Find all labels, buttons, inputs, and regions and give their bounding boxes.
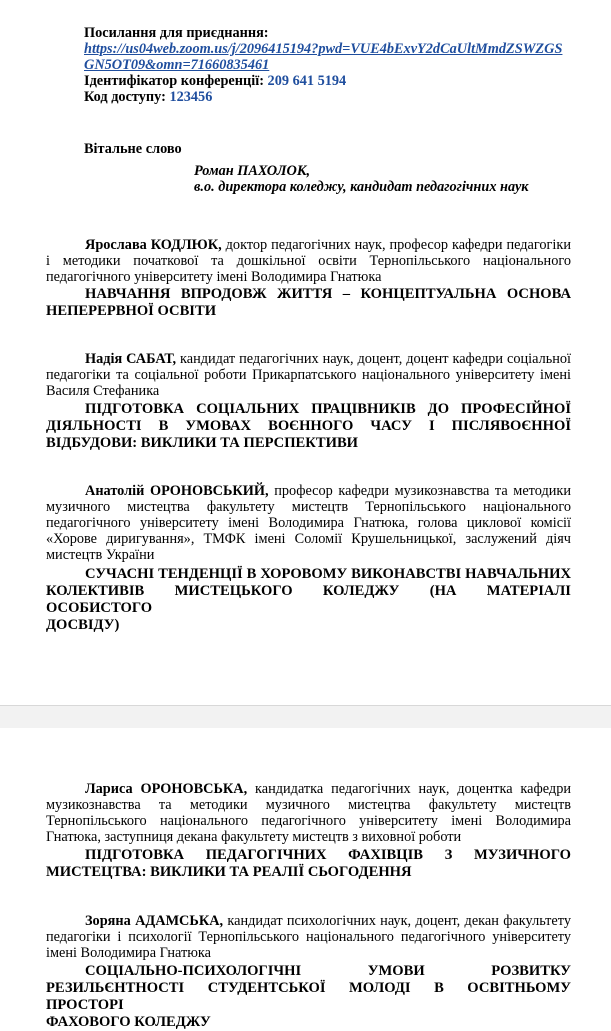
talk-3-speaker-name: Анатолій ОРОНОВСЬКИЙ, — [85, 483, 269, 499]
talk-4-speaker-name: Лариса ОРОНОВСЬКА, — [85, 781, 248, 797]
welcome-speaker-role: в.о. директора коледжу, кандидат педагогічних наук — [194, 179, 529, 195]
talk-3-bio-line: «Хорове диригування», ТМФК імені Соломії Крушельницької, заслужений діяч — [46, 531, 571, 547]
talk-3-title-line: ДОСВІДУ) — [46, 617, 120, 633]
talk-1-title-line: НАВЧАННЯ ВПРОДОВЖ ЖИТТЯ – КОНЦЕПТУАЛЬНА ОСНОВА — [85, 286, 571, 302]
talk-3-title-line: СУЧАСНІ ТЕНДЕНЦІЇ В ХОРОВОМУ ВИКОНАВСТВІ НАВЧАЛЬНИХ — [85, 566, 571, 582]
talk-4-title-line: ПІДГОТОВКА ПЕДАГОГІЧНИХ ФАХІВЦІВ З МУЗИЧНОГО — [85, 847, 571, 863]
talk-3-bio-line: мистецтв України — [46, 547, 155, 563]
talk-2-title — [46, 401, 571, 452]
talk-2-bio-line: кандидат педагогічних наук, доцент, доцент кафедри соціальної — [180, 351, 571, 367]
talk-2-title-line: ДІЯЛЬНОСТІ В УМОВАХ ВОЄННОГО ЧАСУ І ПІСЛЯВОЄННОЇ — [46, 418, 571, 434]
talk-1-bio-line: доктор педагогічних наук, професор кафедри педагогіки — [225, 237, 571, 253]
welcome-heading: Вітальне слово — [84, 141, 182, 157]
conference-info — [84, 25, 584, 105]
talk-4-bio-line: Тернопільського національного педагогічного університету імені Володимира — [46, 813, 571, 829]
document-page-2 — [0, 728, 611, 1030]
talk-2-speaker-name: Надія САБАТ, — [85, 351, 177, 367]
link-label: Посилання для приєднання: — [84, 25, 269, 41]
talk-1-bio-line: і методики початкової та дошкільної освіти Тернопільського національного — [46, 253, 571, 269]
talk-2-bio-line: педагогіки та соціальної роботи Прикарпатського національного університету імені — [46, 367, 571, 383]
talk-3-title-line: КОЛЕКТИВІВ МИСТЕЦЬКОГО КОЛЕДЖУ (НА МАТЕРІАЛІ ОСОБИСТОГО — [46, 583, 571, 616]
talk-3-title — [46, 566, 571, 634]
talk-3-bio-line: професор кафедри музикознавства та методики — [274, 483, 572, 499]
talk-1-title-line: НЕПЕРЕРВНОЇ ОСВІТИ — [46, 303, 217, 319]
talk-3-bio-line: музичного мистецтва факультету мистецтв Тернопільського національного — [46, 499, 571, 515]
talk-5-bio-line: педагогіки і психології Тернопільського національного педагогічного університету — [46, 929, 571, 945]
talk-3-speaker — [46, 483, 571, 563]
zoom-link-continued[interactable]: GN5OT09&omn=71660835461 — [84, 57, 270, 73]
talk-1-speaker — [46, 237, 571, 285]
talk-1-speaker-name: Ярослава КОДЛЮК, — [85, 237, 222, 253]
conference-id-label: Ідентифікатор конференції: — [84, 73, 264, 89]
talk-4-bio-line: кандидатка педагогічних наук, доцентка кафедри — [255, 781, 572, 797]
talk-3-bio-line: педагогічного університету імені Володимира Гнатюка, голова циклової комісії — [46, 515, 571, 531]
talk-1-bio-line: педагогічного університету імені Володимира Гнатюка — [46, 269, 382, 285]
welcome-speaker — [194, 163, 574, 195]
talk-5-title — [46, 963, 571, 1031]
talk-4-title-line: МИСТЕЦТВА: ВИКЛИКИ ТА РЕАЛІЇ СЬОГОДЕННЯ — [46, 864, 412, 880]
talk-2-title-line: ПІДГОТОВКА СОЦІАЛЬНИХ ПРАЦІВНИКІВ ДО ПРОФЕСІЙНОЇ — [85, 401, 571, 417]
talk-2-title-line: ВІДБУДОВИ: ВИКЛИКИ ТА ПЕРСПЕКТИВИ — [46, 435, 359, 451]
talk-1-title — [46, 286, 571, 320]
talk-4-title — [46, 847, 571, 881]
talk-5-speaker — [46, 913, 571, 961]
talk-5-title-line: ФАХОВОГО КОЛЕДЖУ — [46, 1014, 211, 1030]
talk-4-bio-line: Гнатюка, заступниця декана факультету мистецтв з виховної роботи — [46, 829, 462, 845]
access-code-value: 123456 — [169, 89, 213, 105]
talk-5-speaker-name: Зоряна АДАМСЬКА, — [85, 913, 224, 929]
welcome-speaker-name: Роман ПАХОЛОК, — [194, 163, 311, 179]
talk-2-bio-line: Василя Стефаника — [46, 383, 160, 399]
talk-5-title-line: СОЦІАЛЬНО-ПСИХОЛОГІЧНІ УМОВИ РОЗВИТКУ — [85, 963, 571, 979]
talk-2-speaker — [46, 351, 571, 399]
talk-4-speaker — [46, 781, 571, 845]
zoom-link[interactable]: https://us04web.zoom.us/j/2096415194?pwd=VUE4bExvY2dCaUltMmdZSWZGS — [84, 41, 563, 57]
talk-4-bio-line: музикознавства та методики музичного мистецтва факультету мистецтв — [46, 797, 571, 813]
access-code-label: Код доступу: — [84, 89, 166, 105]
talk-5-title-line: РЕЗИЛЬЄНТНОСТІ СТУДЕНТСЬКОЇ МОЛОДІ В ОСВІТНЬОМУ ПРОСТОРІ — [46, 980, 571, 1013]
page-break — [0, 705, 611, 729]
talk-5-bio-line: кандидат психологічних наук, доцент, декан факультету — [227, 913, 571, 929]
talk-5-bio-line: імені Володимира Гнатюка — [46, 945, 211, 961]
conference-id-value: 209 641 5194 — [267, 73, 347, 89]
